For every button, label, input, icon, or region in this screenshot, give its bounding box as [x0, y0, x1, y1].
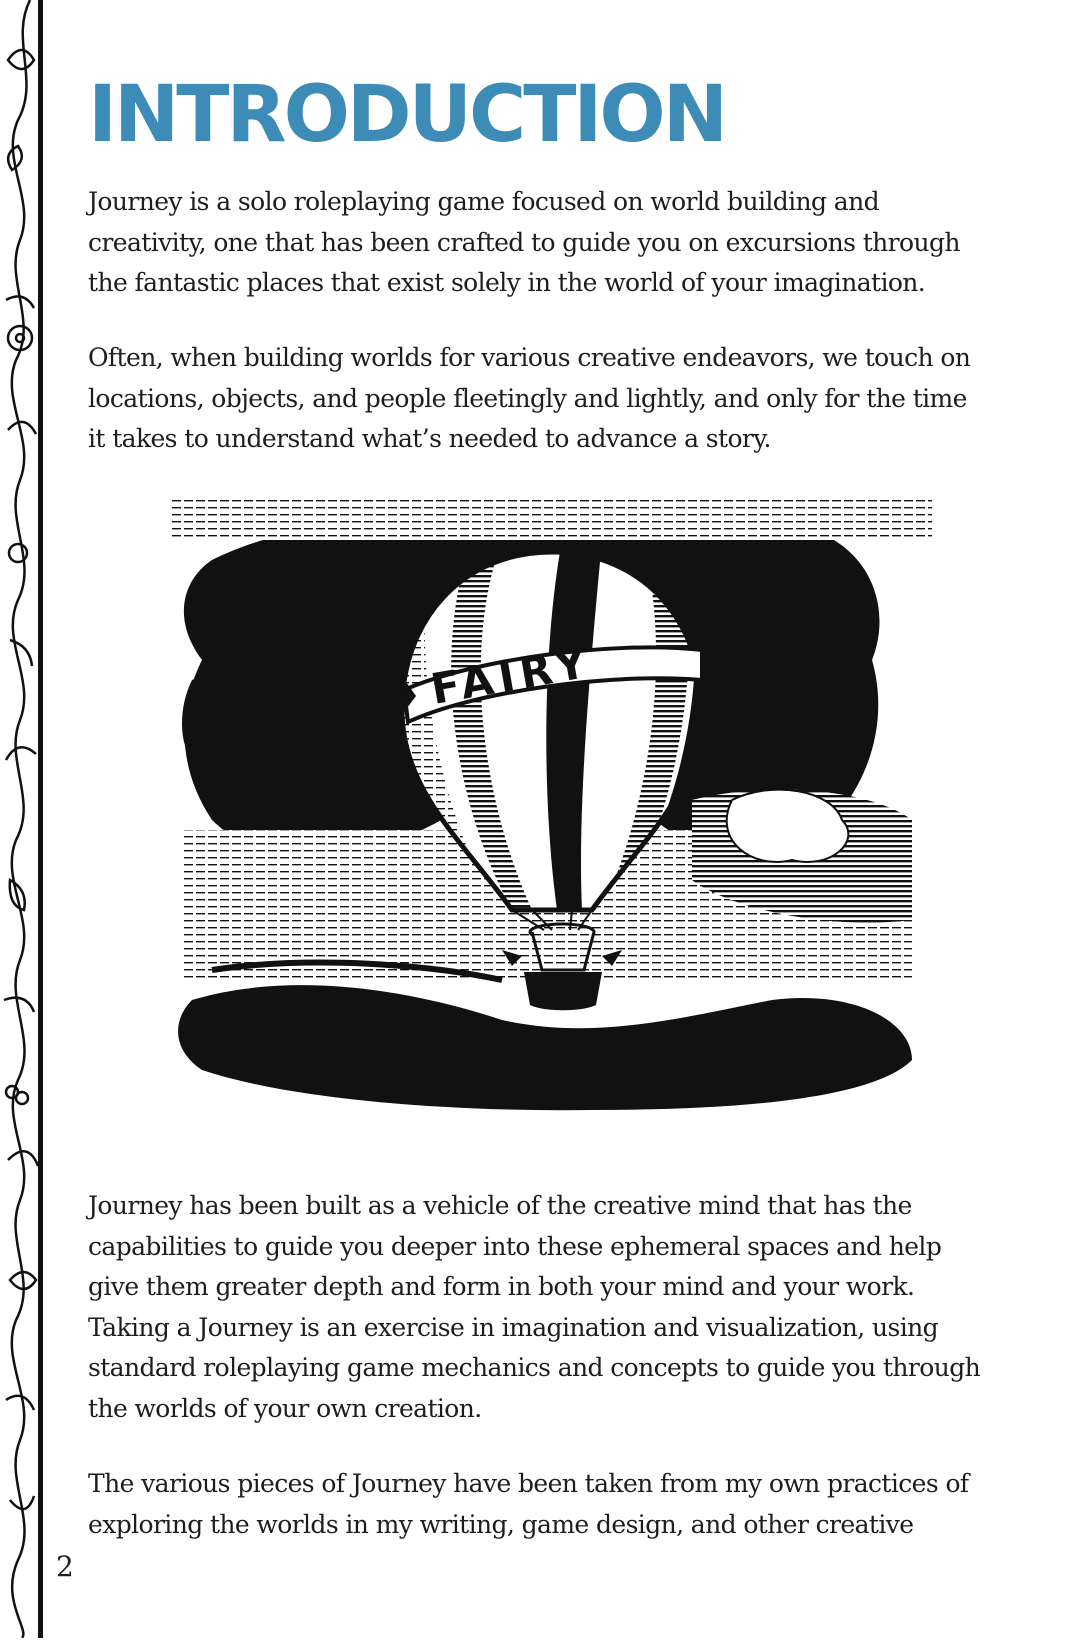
paragraph-practices: The various pieces of Journey have been taken from my own practices of exploring the worlds in my writing, game design, and other creative [88, 1469, 969, 1539]
page-title: INTRODUCTION [88, 70, 726, 160]
paragraph-worldbuilding: Often, when building worlds for various creative endeavors, we touch on locations, objects, and people fleetingly and lightly, and only for the time it takes to understand what’s needed to advance a story. [88, 343, 971, 453]
border-rule [38, 0, 43, 1638]
balloon-illustration [172, 500, 932, 1160]
paragraph-intro: Journey is a solo roleplaying game focused on world building and creativity, one that has been crafted to guide you on excursions through the fantastic places that exist solely in the world of your imagination. [88, 187, 960, 297]
balloon-banner-text: FAIRY [427, 637, 596, 714]
page-number: 2 [56, 1550, 74, 1583]
paragraph-vehicle: Journey has been built as a vehicle of the creative mind that has the capabilities to guide you deeper into these ephemeral spaces and help give them greater depth and form in both your mind and your work. Taking a Journey is an exercise in imagination and visualization, using standard roleplaying game mechanics and concepts to guide you through the worlds of your own creation. [88, 1191, 981, 1423]
